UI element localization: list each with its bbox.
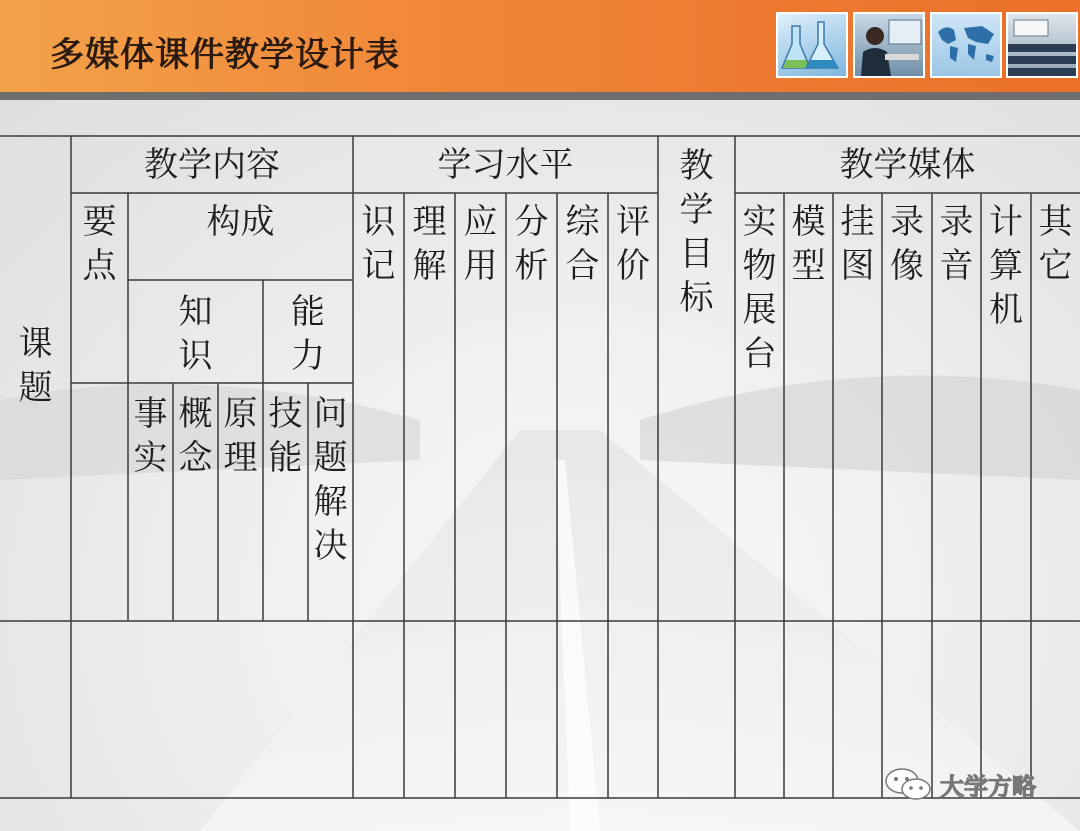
problem-solving-header: 问 题 解 决 (313, 394, 348, 566)
level-synthesize-header: 综 合 (565, 202, 600, 286)
principles-header: 原 理 (223, 394, 258, 478)
media-video-header: 录 像 (890, 202, 924, 286)
knowledge-header: 知 识 (178, 292, 213, 376)
level-apply-header: 应 用 (463, 202, 498, 286)
concepts-header: 概 念 (178, 394, 213, 478)
media-header: 教学媒体 (839, 145, 976, 185)
media-computer-header: 计 算 机 (989, 202, 1023, 330)
objective-header: 教 学 目 标 (679, 146, 714, 318)
content-header: 教学内容 (144, 145, 280, 185)
wechat-icon (882, 765, 934, 803)
skills-header: 技 能 (268, 394, 303, 478)
media-audio-header: 录 音 (939, 202, 974, 286)
topic-header: 课 题 (18, 324, 53, 408)
ability-header: 能 力 (291, 292, 325, 376)
learning-level-header: 学习水平 (437, 145, 574, 185)
composition-header: 构成 (206, 202, 275, 242)
page-title: 多媒体课件教学设计表 (50, 35, 400, 75)
level-recall-header: 识 记 (361, 202, 396, 286)
level-understand-header: 理 解 (412, 202, 447, 286)
media-projector-header: 实 物 展 台 (742, 202, 777, 374)
level-analyze-header: 分 析 (514, 202, 549, 286)
media-model-header: 模 型 (791, 202, 826, 286)
level-evaluate-header: 评 价 (616, 202, 650, 286)
watermark (882, 765, 1036, 803)
facts-header: 事 实 (133, 394, 168, 478)
watermark-text: 大学方略 (940, 772, 1036, 801)
media-wallchart-header: 挂 图 (840, 202, 875, 286)
key-points-header: 要 点 (82, 202, 117, 286)
media-other-header: 其 它 (1038, 202, 1073, 286)
